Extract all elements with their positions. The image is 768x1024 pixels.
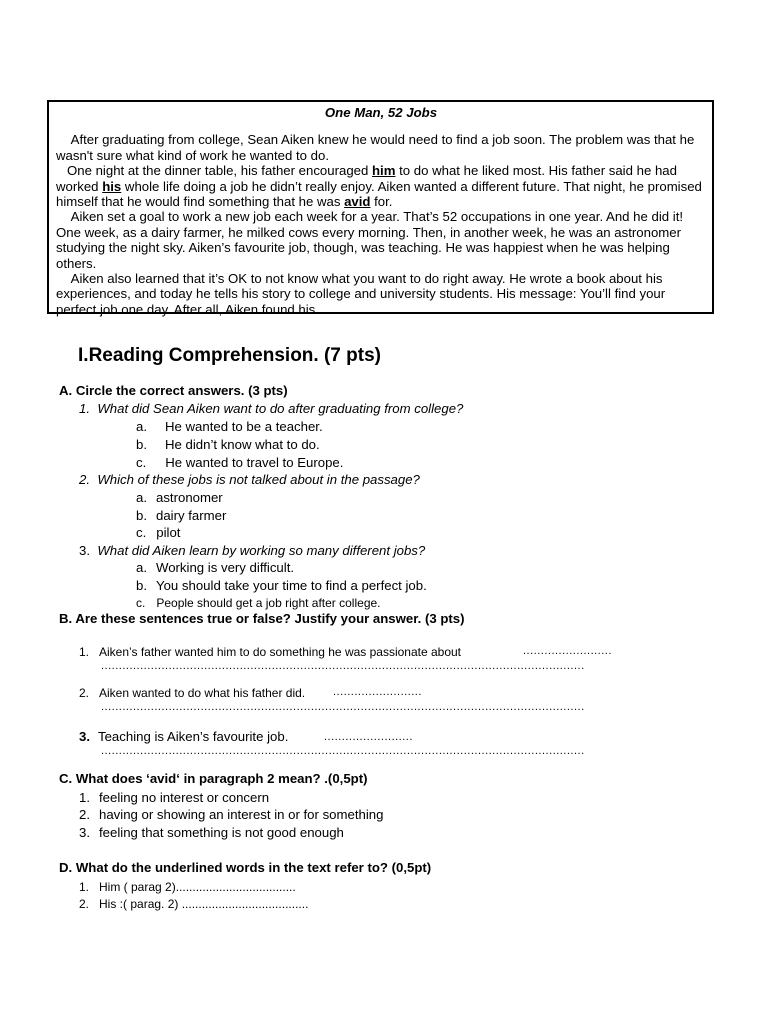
tf-statement-2: 2. Aiken wanted to do what his father did. bbox=[79, 686, 306, 700]
justify-line-2[interactable]: ........................................................................................................................................ bbox=[101, 701, 585, 713]
tf-answer-blank-2[interactable]: ......................... bbox=[333, 686, 422, 698]
option-a2-c[interactable]: c. pilot bbox=[136, 525, 181, 540]
option-a3-b[interactable]: b. You should take your time to find a perfect job. bbox=[136, 578, 427, 593]
paragraph-2: One night at the dinner table, his father encouraged him to do what he liked most. His father said he had worked his whole life doing a job he didn’t really enjoy. Aiken wanted a different future. That night, he promised himself that he would find something that he was avid for. bbox=[56, 163, 702, 210]
section-heading: I.Reading Comprehension. (7 pts) bbox=[78, 345, 381, 366]
question-a2: 2. Which of these jobs is not talked about in the passage? bbox=[79, 472, 420, 487]
tf-answer-blank-3[interactable]: ......................... bbox=[324, 731, 413, 743]
section-d-title: D. What do the underlined words in the text refer to? (0,5pt) bbox=[59, 860, 432, 875]
section-a-title: A. Circle the correct answers. (3 pts) bbox=[59, 383, 288, 398]
paragraph-3: Aiken set a goal to work a new job each week for a year. That’s 52 occupations in one year. And he did it! One week, as a dairy farmer, he milked cows every morning. Then, in another week, he was an astronomer studying the night sky. Aiken’s favourite job, though, was teaching. He was happiest when he was helping others. bbox=[56, 209, 684, 271]
option-a3-a[interactable]: a. Working is very difficult. bbox=[136, 560, 295, 575]
option-a2-b[interactable]: b. dairy farmer bbox=[136, 508, 227, 523]
reading-passage bbox=[47, 100, 714, 317]
refer-item-2[interactable]: 2. His :( parag. 2) ...................................... bbox=[79, 897, 309, 911]
option-c2[interactable]: 2. having or showing an interest in or for something bbox=[79, 807, 384, 822]
option-a1-a[interactable]: a. He wanted to be a teacher. bbox=[136, 419, 323, 434]
justify-line-3[interactable]: ........................................................................................................................................ bbox=[101, 745, 585, 757]
tf-statement-3: 3. Teaching is Aiken’s favourite job. bbox=[79, 729, 289, 744]
question-a3: 3. What did Aiken learn by working so many different jobs? bbox=[79, 543, 426, 558]
justify-line-1[interactable]: ........................................................................................................................................ bbox=[101, 660, 585, 672]
underlined-avid: avid bbox=[344, 194, 371, 210]
refer-item-1[interactable]: 1. Him ( parag 2).................................... bbox=[79, 880, 296, 894]
option-c1[interactable]: 1. feeling no interest or concern bbox=[79, 790, 270, 805]
passage-title: One Man, 52 Jobs bbox=[324, 105, 438, 120]
tf-statement-1: 1. Aiken’s father wanted him to do something he was passionate about bbox=[79, 645, 462, 659]
option-c3[interactable]: 3. feeling that something is not good enough bbox=[79, 825, 344, 840]
section-c-title: C. What does ‘avid‘ in paragraph 2 mean? .(0,5pt) bbox=[59, 771, 368, 786]
tf-answer-blank-1[interactable]: ......................... bbox=[523, 645, 612, 657]
underlined-his: his bbox=[102, 178, 122, 194]
question-a1: 1. What did Sean Aiken want to do after graduating from college? bbox=[79, 401, 464, 416]
option-a1-b[interactable]: b. He didn’t know what to do. bbox=[136, 437, 320, 452]
option-a2-a[interactable]: a. astronomer bbox=[136, 490, 223, 505]
option-a1-c[interactable]: c. He wanted to travel to Europe. bbox=[136, 455, 344, 470]
paragraph-1: After graduating from college, Sean Aiken knew he would need to find a job soon. The problem was that he wasn't sure what kind of work he wanted to do. bbox=[56, 132, 695, 163]
paragraph-4: Aiken also learned that it’s OK to not know what you want to do right away. He wrote a book about his experiences, and today he tells his story to college and university students. His message: You’ll find your perfect job one day. After all, Aiken found his. bbox=[56, 271, 666, 317]
section-b-title: B. Are these sentences true or false? Justify your answer. (3 pts) bbox=[59, 611, 465, 626]
underlined-him: him bbox=[372, 163, 396, 179]
option-a3-c[interactable]: c. People should get a job right after college. bbox=[136, 596, 381, 610]
